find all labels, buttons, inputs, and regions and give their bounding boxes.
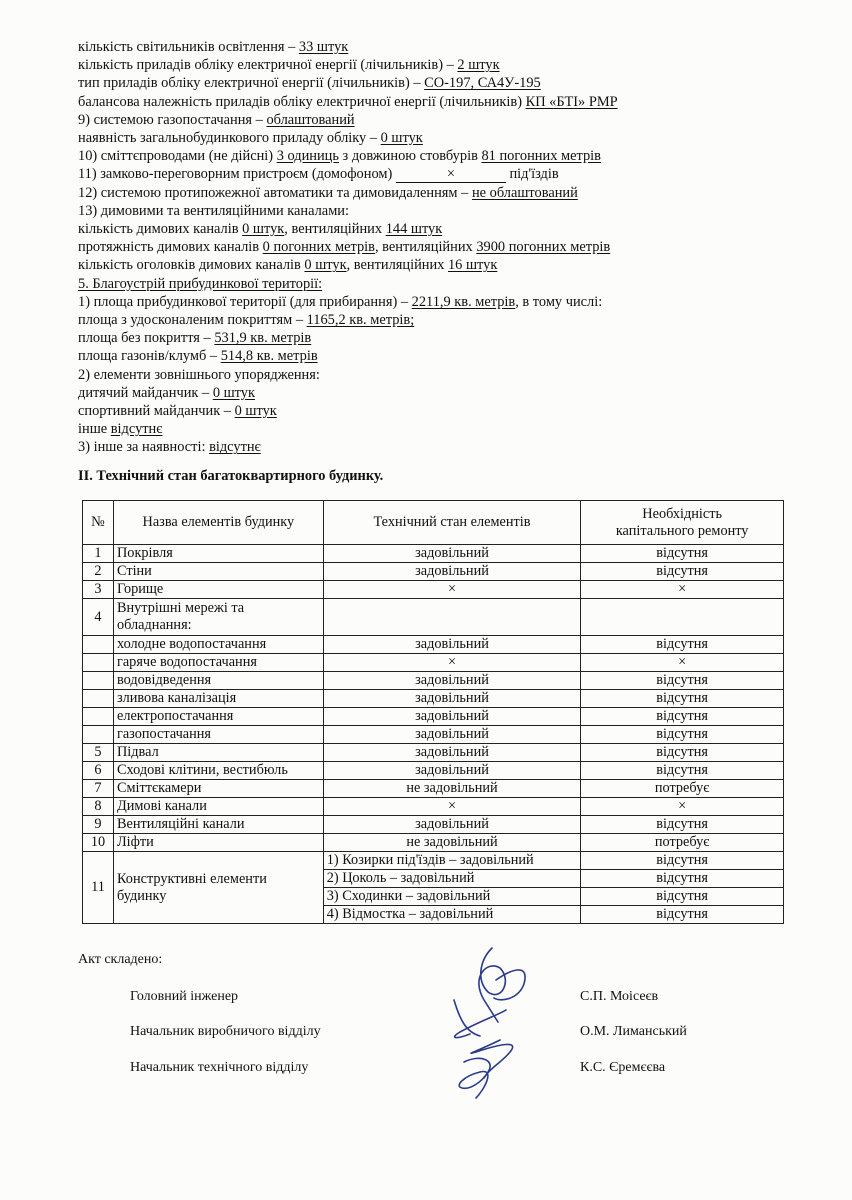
line-label-mid: , вентиляційних (346, 257, 448, 274)
header-num: № (83, 501, 114, 545)
line-label: 10) сміттєпроводами (не дійсні) (78, 148, 277, 165)
cell-name: Внутрішні мережі та обладнання: (113, 599, 323, 636)
cell-name: Димові канали (113, 798, 323, 816)
cell-name: Підвал (113, 744, 323, 762)
line-label: 3) інше за наявності: (78, 439, 210, 456)
cell-num: 9 (83, 816, 114, 834)
line-label: наявність загальнобудинкового приладу обліку – (78, 130, 381, 146)
line-value: 33 штук (298, 39, 349, 55)
cell-repair: відсутня (581, 852, 784, 870)
cell-repair: × (581, 798, 784, 816)
line-value: 3 одиниць (276, 148, 339, 165)
cell-num: 5 (83, 744, 114, 762)
line-value: 1165,2 кв. метрів; (306, 312, 415, 328)
cell-repair (581, 599, 784, 636)
cell-repair: відсутня (581, 888, 784, 906)
cell-state: × (323, 654, 581, 672)
line-label: балансова належність приладів обліку електричної енергії (лічильників) (78, 93, 526, 110)
info-line (78, 93, 618, 111)
line-value: 514,8 кв. метрів (220, 348, 318, 365)
line-label: 1) площа прибудинкової території (для прибирання) – (78, 293, 412, 310)
info-line (78, 329, 311, 347)
header-repair-line2: капітального ремонту (615, 522, 749, 539)
cell-name: Сміттєкамери (113, 780, 323, 798)
cell-num (83, 654, 114, 672)
line-value: 2 штук (457, 57, 500, 74)
line-label: 11) замково-переговорним пристроєм (домофоном) (78, 166, 396, 183)
cell-repair: відсутня (581, 726, 784, 744)
cell-state: задовільний (323, 708, 581, 726)
info-line (78, 56, 500, 74)
cell-repair: відсутня (581, 636, 784, 654)
handwritten-signature (440, 940, 570, 1100)
cell-name: газопостачання (113, 726, 323, 744)
cell-repair: потребує (581, 780, 784, 798)
table-row (83, 545, 784, 563)
table-row (83, 780, 784, 798)
section-title: ІІ. Технічний стан багатоквартирного будинку. (78, 468, 384, 484)
signer-name-2: О.М. Лиманський (580, 1024, 687, 1039)
cell-name: холодне водопостачання (113, 636, 323, 654)
info-line (78, 147, 601, 165)
cell-name: Сходові клітини, вестибюль (113, 762, 323, 780)
line-label: площа з удосконаленим покриттям – (78, 312, 307, 328)
cell-repair: відсутня (581, 816, 784, 834)
cell-name: водовідведення (113, 672, 323, 690)
table-row (83, 563, 784, 581)
table-header-row (83, 501, 784, 545)
info-line (78, 420, 162, 438)
line-label: інше (78, 421, 111, 438)
cell-num: 11 (83, 852, 114, 924)
cell-repair: × (581, 581, 784, 599)
cell-state: задовільний (323, 563, 581, 581)
table-row (83, 708, 784, 726)
line-value: відсутнє (110, 421, 163, 438)
table-row (83, 798, 784, 816)
line-label: дитячий майданчик – (78, 384, 213, 401)
cell-repair: відсутня (581, 762, 784, 780)
line-label-mid: , в тому числі: (515, 293, 603, 310)
table-row (83, 672, 784, 690)
cell-repair: відсутня (581, 690, 784, 708)
cell-state: 4) Відмостка – задовільний (323, 906, 581, 924)
info-line (78, 38, 348, 56)
info-line (78, 256, 497, 274)
line-value: відсутнє (209, 439, 261, 456)
line-value: СО-197, СА4У-195 (424, 75, 541, 92)
line-value: 0 штук (242, 221, 285, 237)
cell-num (83, 672, 114, 690)
info-line (78, 129, 423, 147)
cell-repair: відсутня (581, 906, 784, 924)
info-line (78, 220, 442, 238)
line-value: 531,9 кв. метрів (214, 330, 312, 347)
line-value: 0 штук (304, 257, 347, 274)
cell-name: Ліфти (113, 834, 323, 852)
cell-repair: потребує (581, 834, 784, 852)
cell-state: × (323, 798, 581, 816)
header-state: Технічний стан елементів (323, 501, 581, 545)
header-repair-line1: Необхідність (642, 505, 722, 522)
line-label: 12) системою протипожежної автоматики та димовидаленням – (78, 184, 472, 201)
signer-name-3: К.С. Єремєєва (580, 1060, 666, 1075)
cell-name: зливова каналізація (113, 690, 323, 708)
cell-name: Вентиляційні канали (113, 816, 323, 834)
cell-state: задовільний (323, 762, 581, 780)
info-line (78, 74, 541, 92)
info-line (78, 311, 414, 329)
line-label: протяжність димових каналів (78, 239, 263, 256)
info-line (78, 111, 355, 129)
cell-num: 10 (83, 834, 114, 852)
cell-state: задовільний (323, 690, 581, 708)
cell-name: електропостачання (113, 708, 323, 726)
cell-state: задовільний (323, 816, 581, 834)
cell-state: задовільний (323, 672, 581, 690)
cell-state: × (323, 581, 581, 599)
line-label-mid: , вентиляційних (374, 239, 477, 256)
line-value: 0 штук (212, 384, 255, 401)
line-blank-value: × (396, 167, 506, 183)
line-label: тип приладів обліку електричної енергії (лічильників) – (78, 75, 425, 92)
line-label: 13) димовими та вентиляційними каналами: (78, 202, 350, 219)
cell-repair: відсутня (581, 870, 784, 888)
info-line (78, 293, 602, 311)
info-line (78, 202, 349, 220)
signer-name-1: С.П. Моісеєв (580, 989, 659, 1004)
table-row (83, 852, 784, 870)
table-row (83, 726, 784, 744)
line-value-2: 144 штук (385, 221, 443, 237)
line-label-end: під'їздів (505, 166, 559, 183)
cell-state: задовільний (323, 744, 581, 762)
cell-state: 1) Козирки під'їздів – задовільний (323, 852, 581, 870)
cell-num (83, 636, 114, 654)
line-value: 0 штук (234, 403, 277, 419)
line-value: 5. Благоустрій прибудинкової території: (78, 275, 323, 292)
table-row (83, 816, 784, 834)
line-value: 2211,9 кв. метрів (411, 293, 516, 310)
info-line (78, 347, 318, 365)
cell-repair: відсутня (581, 744, 784, 762)
cell-name: Покрівля (113, 545, 323, 563)
cell-name: гаряче водопостачання (113, 654, 323, 672)
cell-state: 2) Цоколь – задовільний (323, 870, 581, 888)
signer-role-1: Головний інженер (130, 989, 239, 1004)
line-label: кількість світильників освітлення – (78, 39, 299, 55)
cell-state: задовільний (323, 636, 581, 654)
info-line (78, 184, 578, 202)
header-name: Назва елементів будинку (113, 501, 323, 545)
cell-state: задовільний (323, 726, 581, 744)
line-value-2: 3900 погонних метрів (476, 239, 611, 256)
cell-state: 3) Сходинки – задовільний (323, 888, 581, 906)
table-row (83, 690, 784, 708)
line-value: 0 штук (380, 130, 423, 146)
cell-repair: відсутня (581, 672, 784, 690)
cell-state: задовільний (323, 545, 581, 563)
cell-num: 7 (83, 780, 114, 798)
table-row (83, 636, 784, 654)
line-value: не облаштований (471, 184, 578, 201)
cell-name: Горище (113, 581, 323, 599)
table-row (83, 744, 784, 762)
info-line (78, 275, 322, 293)
info-line (78, 402, 277, 420)
table-row (83, 654, 784, 672)
line-label: кількість оголовків димових каналів (78, 257, 305, 274)
cell-state (323, 599, 581, 636)
cell-name: Стіни (113, 563, 323, 581)
cell-name: Конструктивні елементи будинку (113, 852, 323, 924)
line-label: кількість приладів обліку електричної енергії (лічильників) – (78, 57, 458, 74)
cell-num: 3 (83, 581, 114, 599)
table-row (83, 599, 784, 636)
cell-state: не задовільний (323, 834, 581, 852)
cell-repair: відсутня (581, 708, 784, 726)
line-label: спортивний майданчик – (78, 403, 235, 419)
line-label: площа без покриття – (78, 330, 215, 347)
cell-num: 1 (83, 545, 114, 563)
cell-repair: відсутня (581, 563, 784, 581)
cell-num: 8 (83, 798, 114, 816)
info-line (78, 165, 559, 183)
cell-num (83, 726, 114, 744)
line-label: кількість димових каналів (78, 221, 243, 237)
cell-repair: відсутня (581, 545, 784, 563)
act-composed-label: Акт складено: (78, 952, 163, 967)
line-label: 2) елементи зовнішнього упорядження: (78, 366, 320, 383)
line-label: площа газонів/клумб – (78, 348, 221, 365)
line-value: КП «БТІ» РМР (525, 93, 618, 110)
technical-state-table (82, 500, 784, 924)
line-value-2: 81 погонних метрів (481, 148, 601, 165)
cell-num (83, 708, 114, 726)
signer-role-3: Начальник технічного відділу (130, 1060, 309, 1075)
cell-repair: × (581, 654, 784, 672)
cell-num: 6 (83, 762, 114, 780)
info-line (78, 366, 320, 384)
line-label-mid: , вентиляційних (284, 221, 386, 237)
signer-role-2: Начальник виробничого відділу (130, 1024, 321, 1039)
cell-state: не задовільний (323, 780, 581, 798)
cell-num (83, 690, 114, 708)
line-value: 0 погонних метрів (262, 239, 375, 256)
line-value: облаштований (266, 111, 355, 128)
cell-num: 4 (83, 599, 114, 636)
header-repair (581, 501, 784, 545)
line-value-2: 16 штук (447, 257, 498, 274)
table-row (83, 581, 784, 599)
cell-num: 2 (83, 563, 114, 581)
info-line (78, 238, 610, 256)
table-row (83, 762, 784, 780)
info-line (78, 438, 261, 456)
table-row (83, 834, 784, 852)
line-label: 9) системою газопостачання – (78, 111, 267, 128)
line-label-mid: з довжиною стовбурів (338, 148, 482, 165)
info-line (78, 384, 255, 402)
